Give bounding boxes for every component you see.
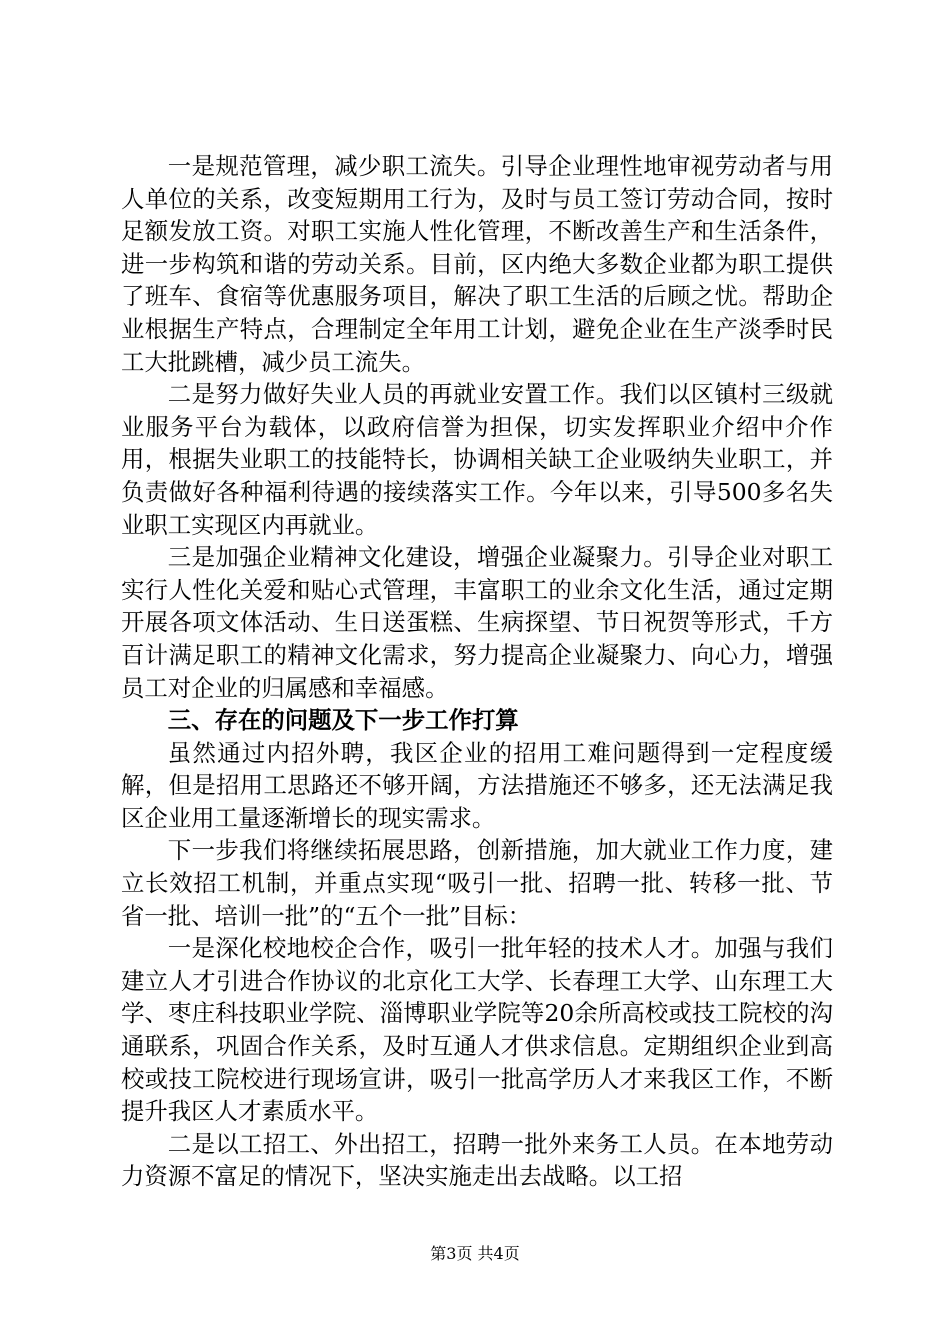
paragraph-5: 下一步我们将继续拓展思路，创新措施，加大就业工作力度，建立长效招工机制，并重点实现“吸引一批、招聘一批、转移一批、节省一批、培训一批”的“五个一批”目标：: [121, 836, 833, 930]
paragraph-4: 虽然通过内招外聘，我区企业的招用工难问题得到一定程度缓解，但是招用工思路还不够开阔，方法措施还不够多，还无法满足我区企业用工量逐渐增长的现实需求。: [121, 738, 833, 832]
section-heading: 三、存在的问题及下一步工作打算: [167, 706, 519, 735]
paragraph-6: 一是深化校地校企合作，吸引一批年轻的技术人才。加强与我们建立人才引进合作协议的北京化工大学、长春理工大学、山东理工大学、枣庄科技职业学院、淄博职业学院等20余所高校或技工院校的沟通联系，巩固合作关系，及时互通人才供求信息。定期组织企业到高校或技工院校进行现场宣讲，吸引一批高学历人才来我区工作，不断提升我区人才素质水平。: [121, 934, 833, 1126]
paragraph-3: 三是加强企业精神文化建设，增强企业凝聚力。引导企业对职工实行人性化关爱和贴心式管理，丰富职工的业余文化生活，通过定期开展各项文体活动、生日送蛋糕、生病探望、节日祝贺等形式，千方百计满足职工的精神文化需求，努力提高企业凝聚力、向心力，增强员工对企业的归属感和幸福感。: [121, 543, 833, 702]
paragraph-2: 二是努力做好失业人员的再就业安置工作。我们以区镇村三级就业服务平台为载体，以政府信誉为担保，切实发挥职业介绍中介作用，根据失业职工的技能特长，协调相关缺工企业吸纳失业职工，并负责做好各种福利待遇的接续落实工作。今年以来，引导500多名失业职工实现区内再就业。: [121, 380, 833, 539]
paragraph-1: 一是规范管理，减少职工流失。引导企业理性地审视劳动者与用人单位的关系，改变短期用工行为，及时与员工签订劳动合同，按时足额发放工资。对职工实施人性化管理，不断改善生产和生活条件，进一步构筑和谐的劳动关系。目前，区内绝大多数企业都为职工提供了班车、食宿等优惠服务项目，解决了职工生活的后顾之忧。帮助企业根据生产特点，合理制定全年用工计划，避免企业在生产淡季时民工大批跳槽，减少员工流失。: [121, 152, 833, 376]
paragraph-7: 二是以工招工、外出招工，招聘一批外来务工人员。在本地劳动力资源不富足的情况下，坚决实施走出去战略。以工招: [121, 1129, 833, 1191]
page-footer: 第3页 共4页: [430, 1244, 520, 1263]
document-body: [121, 150, 833, 1193]
